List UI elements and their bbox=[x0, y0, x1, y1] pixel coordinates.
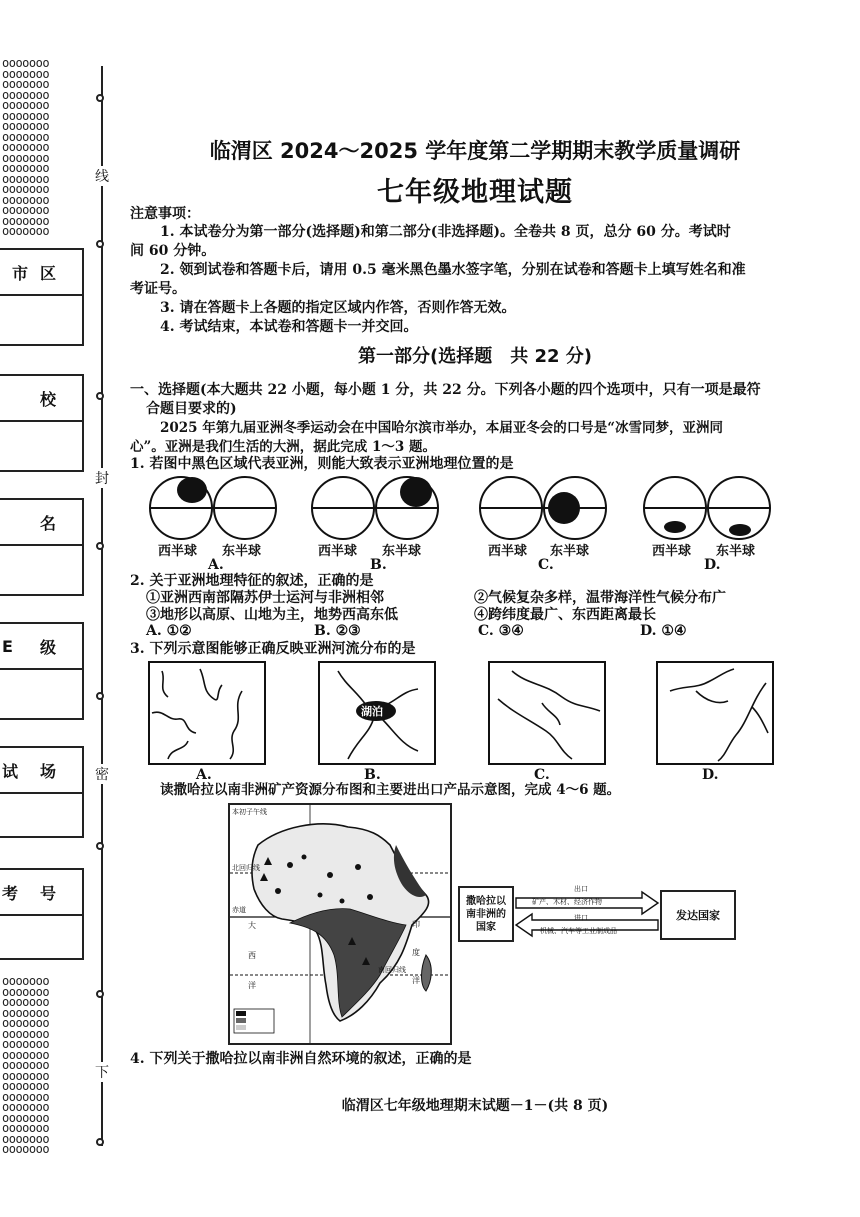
exam-room-prefix: 试 bbox=[2, 761, 19, 781]
q2-statement-2: ②气候复杂多样，温带海洋性气候分布广 bbox=[474, 590, 726, 606]
binding-hole bbox=[96, 240, 104, 248]
q1-option-b-diagram[interactable] bbox=[310, 474, 440, 542]
passage-2: 读撒哈拉以南非洲矿产资源分布图和主要进出口产品示意图，完成 4～6 题。 bbox=[160, 782, 621, 798]
binding-hole bbox=[96, 94, 104, 102]
notice-item-4: 4. 考试结束，本试卷和答题卡一并交回。 bbox=[160, 319, 418, 335]
binding-dots-top: ooooooo ooooooo ooooooo ooooooo ooooooo ooooooo ooooooo ooooooo ooooooo ooooooo ooooooo ooooooo ooooooo ooooooo ooooooo ooooooo ooooooo bbox=[2, 58, 50, 236]
class-box[interactable] bbox=[0, 622, 84, 720]
exam-number-label bbox=[0, 870, 82, 916]
q1-option-a[interactable]: A. bbox=[208, 557, 224, 573]
q3-option-d-diagram[interactable] bbox=[656, 661, 774, 765]
q2-statement-3: ③地形以高原、山地为主，地势西高东低 bbox=[146, 607, 398, 623]
q1-d-east: 东半球 bbox=[716, 544, 756, 559]
flow-left-label: 撒哈拉以南非洲的国家 bbox=[466, 895, 506, 933]
section-title: 第一部分(选择题 共 22 分) bbox=[357, 346, 593, 367]
section-intro-cont: 合题目要求的) bbox=[146, 401, 237, 417]
q1-c-west: 西半球 bbox=[488, 544, 528, 559]
q2-option-a[interactable]: A. ①② bbox=[146, 623, 192, 639]
binding-hole bbox=[96, 990, 104, 998]
q3-option-d[interactable]: D. bbox=[702, 767, 719, 783]
line-char-xia: 下 bbox=[95, 1062, 109, 1082]
binding-dots-bottom: ooooooo ooooooo ooooooo ooooooo ooooooo ooooooo ooooooo ooooooo ooooooo ooooooo ooooooo ooooooo ooooooo ooooooo ooooooo ooooooo ooooooo bbox=[2, 976, 50, 1156]
name-box[interactable] bbox=[0, 498, 84, 596]
name-label: 名 bbox=[0, 500, 82, 546]
exam-subtitle: 七年级地理试题 bbox=[377, 177, 573, 208]
notice-item-1-cont: 间 60 分钟。 bbox=[130, 243, 216, 259]
class-text: 级 bbox=[39, 637, 68, 657]
flow-import-label: 进口 bbox=[574, 914, 588, 922]
q3-option-a[interactable]: A. bbox=[196, 767, 212, 783]
school-label: 校 bbox=[0, 376, 82, 422]
notice-item-2: 2. 领到试卷和答题卡后，请用 0.5 毫米黑色墨水签字笔，分别在试卷和答题卡上填写姓名和准 bbox=[160, 262, 746, 278]
q1-a-west: 西半球 bbox=[158, 544, 198, 559]
flow-export-items: 矿产、木材、经济作物 bbox=[532, 898, 602, 906]
q1-option-a-diagram[interactable] bbox=[148, 474, 278, 542]
q3-lake-label: 湖泊 bbox=[361, 705, 383, 718]
exam-room-text: 场 bbox=[39, 761, 68, 781]
binding-line bbox=[101, 66, 103, 1146]
notice-item-3: 3. 请在答题卡上各题的指定区域内作答，否则作答无效。 bbox=[160, 300, 516, 316]
q1-option-d[interactable]: D. bbox=[704, 557, 721, 573]
notice-heading: 注意事项： bbox=[130, 206, 200, 222]
q1-option-c-diagram[interactable] bbox=[478, 474, 608, 542]
q1-c-east: 东半球 bbox=[550, 544, 590, 559]
q1-b-west: 西半球 bbox=[318, 544, 358, 559]
exam-number-box[interactable] bbox=[0, 868, 84, 960]
school-box[interactable] bbox=[0, 374, 84, 472]
q1-a-east: 东半球 bbox=[222, 544, 262, 559]
page-footer: 临渭区七年级地理期末试题－1－(共 8 页) bbox=[341, 1098, 609, 1114]
binding-hole bbox=[96, 692, 104, 700]
flow-export-label: 出口 bbox=[574, 885, 588, 893]
notice-item-2-cont: 考证号。 bbox=[130, 281, 186, 297]
q3-option-b[interactable]: B. bbox=[364, 767, 381, 783]
exam-room-box[interactable] bbox=[0, 746, 84, 838]
map-label-tropic-cancer: 北回归线 bbox=[232, 864, 260, 872]
line-char-feng: 封 bbox=[95, 468, 109, 488]
map-label-atlantic: 大西洋 bbox=[248, 921, 256, 990]
class-prefix: E bbox=[2, 636, 13, 656]
q2-stem: 2. 关于亚洲地理特征的叙述，正确的是 bbox=[130, 573, 374, 589]
map-label-equator: 赤道 bbox=[232, 906, 246, 914]
q2-option-b[interactable]: B. ②③ bbox=[314, 623, 361, 639]
exam-title: 临渭区 2024～2025 学年度第二学期期末教学质量调研 bbox=[209, 139, 741, 163]
q1-b-east: 东半球 bbox=[382, 544, 422, 559]
q3-option-a-diagram[interactable] bbox=[148, 661, 266, 765]
binding-hole bbox=[96, 542, 104, 550]
q3-option-c-diagram[interactable] bbox=[488, 661, 606, 765]
flow-import-items: 机械、汽车等工业制成品 bbox=[540, 927, 617, 935]
city-label: 市区 bbox=[0, 250, 82, 296]
line-char-xian: 线 bbox=[95, 166, 109, 186]
exam-room-label bbox=[0, 748, 82, 794]
flow-left-box bbox=[458, 886, 514, 942]
binding-hole bbox=[96, 842, 104, 850]
passage-1: 2025 年第九届亚洲冬季运动会在中国哈尔滨市举办，本届亚冬会的口号是“冰雪同梦，亚洲同 bbox=[160, 420, 724, 436]
flow-right-box bbox=[660, 890, 736, 940]
q4-stem: 4. 下列关于撒哈拉以南非洲自然环境的叙述，正确的是 bbox=[130, 1051, 472, 1067]
section-intro: 一、选择题(本大题共 22 小题，每小题 1 分，共 22 分。下列各小题的四个选项中，只有一项是最符 bbox=[130, 382, 761, 398]
passage-1-cont: 心”。亚洲是我们生活的大洲，据此完成 1～3 题。 bbox=[130, 439, 436, 455]
map-label-tropic-capricorn: 南回归线 bbox=[378, 966, 406, 974]
exam-number-text: 号 bbox=[39, 883, 68, 903]
q2-option-d[interactable]: D. ①④ bbox=[640, 623, 687, 639]
notice-item-1: 1. 本试卷分为第一部分(选择题)和第二部分(非选择题)。全卷共 8 页，总分 60 分。考试时 bbox=[160, 224, 731, 240]
flow-right-label: 发达国家 bbox=[676, 909, 720, 922]
map-label-prime-meridian: 本初子午线 bbox=[232, 808, 267, 816]
exam-number-prefix: 考 bbox=[2, 883, 19, 903]
line-char-mi: 密 bbox=[95, 764, 109, 784]
q1-option-c[interactable]: C. bbox=[538, 557, 554, 573]
q3-option-c[interactable]: C. bbox=[534, 767, 550, 783]
africa-mineral-map bbox=[228, 803, 452, 1045]
q2-statement-1: ①亚洲西南部隔苏伊士运河与非洲相邻 bbox=[146, 590, 384, 606]
q1-option-d-diagram[interactable] bbox=[642, 474, 772, 542]
q1-stem: 1. 若图中黑色区域代表亚洲，则能大致表示亚洲地理位置的是 bbox=[130, 456, 514, 472]
q2-statement-4: ④跨纬度最广、东西距离最长 bbox=[474, 607, 656, 623]
binding-hole bbox=[96, 1138, 104, 1146]
class-label bbox=[0, 624, 82, 670]
map-label-indian-ocean: 印度洋 bbox=[412, 920, 420, 985]
q2-option-c[interactable]: C. ③④ bbox=[478, 623, 524, 639]
q1-option-b[interactable]: B. bbox=[370, 557, 387, 573]
q1-d-west: 西半球 bbox=[652, 544, 692, 559]
binding-hole bbox=[96, 392, 104, 400]
city-box[interactable] bbox=[0, 248, 84, 346]
q3-stem: 3. 下列示意图能够正确反映亚洲河流分布的是 bbox=[130, 641, 416, 657]
